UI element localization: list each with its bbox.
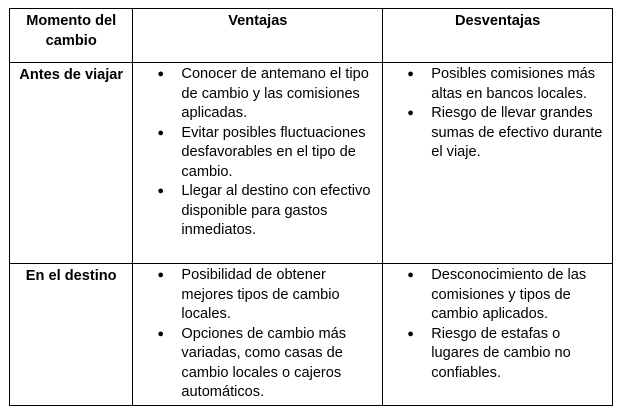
list-item bbox=[133, 325, 374, 403]
bullet-icon: ● bbox=[407, 68, 414, 80]
list-item-text: Riesgo de llevar grandes sumas de efectivo durante el viaje. bbox=[431, 105, 603, 160]
bullet-icon: ● bbox=[157, 327, 165, 340]
disadvantages-list bbox=[383, 264, 612, 383]
header-advantages: Ventajas bbox=[133, 9, 383, 63]
table-row bbox=[10, 63, 613, 264]
disadvantages-cell bbox=[383, 264, 613, 406]
list-item-text: Posibles comisiones más altas en bancos locales. bbox=[431, 66, 596, 102]
bullet-icon: ● bbox=[157, 269, 165, 281]
list-item-text: Riesgo de estafas o lugares de cambio no confiables. bbox=[431, 325, 571, 381]
table-row bbox=[10, 264, 613, 406]
bullet-icon: ● bbox=[157, 185, 165, 197]
bullet-icon: ● bbox=[407, 107, 414, 119]
list-item-text: Llegar al destino con efectivo disponible para gastos inmediatos. bbox=[181, 183, 371, 238]
comparison-table bbox=[9, 8, 613, 406]
list-item bbox=[133, 65, 374, 124]
list-item-text: Desconocimiento de las comisiones y tipos de cambio aplicados. bbox=[431, 267, 587, 322]
advantages-cell bbox=[133, 63, 383, 264]
list-item bbox=[133, 182, 374, 241]
header-disadvantages: Desventajas bbox=[383, 9, 613, 63]
bullet-icon: ● bbox=[407, 269, 414, 281]
advantages-cell bbox=[133, 264, 383, 406]
table-header-row bbox=[10, 9, 613, 63]
list-item bbox=[133, 266, 374, 325]
bullet-icon: ● bbox=[157, 126, 165, 139]
list-item-text: Evitar posibles fluctuaciones desfavorables en el tipo de cambio. bbox=[181, 124, 366, 180]
list-item bbox=[383, 65, 604, 104]
list-item bbox=[383, 266, 604, 325]
disadvantages-list bbox=[383, 63, 612, 163]
list-item bbox=[383, 325, 604, 384]
advantages-list bbox=[133, 63, 382, 241]
advantages-list bbox=[133, 264, 382, 403]
list-item-text: Opciones de cambio más variadas, como casas de cambio locales o cajeros automáticos. bbox=[181, 325, 347, 400]
row-label-antes: Antes de viajar bbox=[10, 63, 133, 264]
header-moment: Momento del cambio bbox=[10, 9, 133, 63]
disadvantages-cell bbox=[383, 63, 613, 264]
list-item bbox=[133, 124, 374, 183]
row-label-destino: En el destino bbox=[10, 264, 133, 406]
list-item-text: Conocer de antemano el tipo de cambio y las comisiones aplicadas. bbox=[181, 66, 369, 121]
list-item-text: Posibilidad de obtener mejores tipos de cambio locales. bbox=[181, 267, 340, 322]
bullet-icon: ● bbox=[407, 327, 414, 340]
bullet-icon: ● bbox=[157, 68, 165, 80]
list-item bbox=[383, 104, 604, 163]
